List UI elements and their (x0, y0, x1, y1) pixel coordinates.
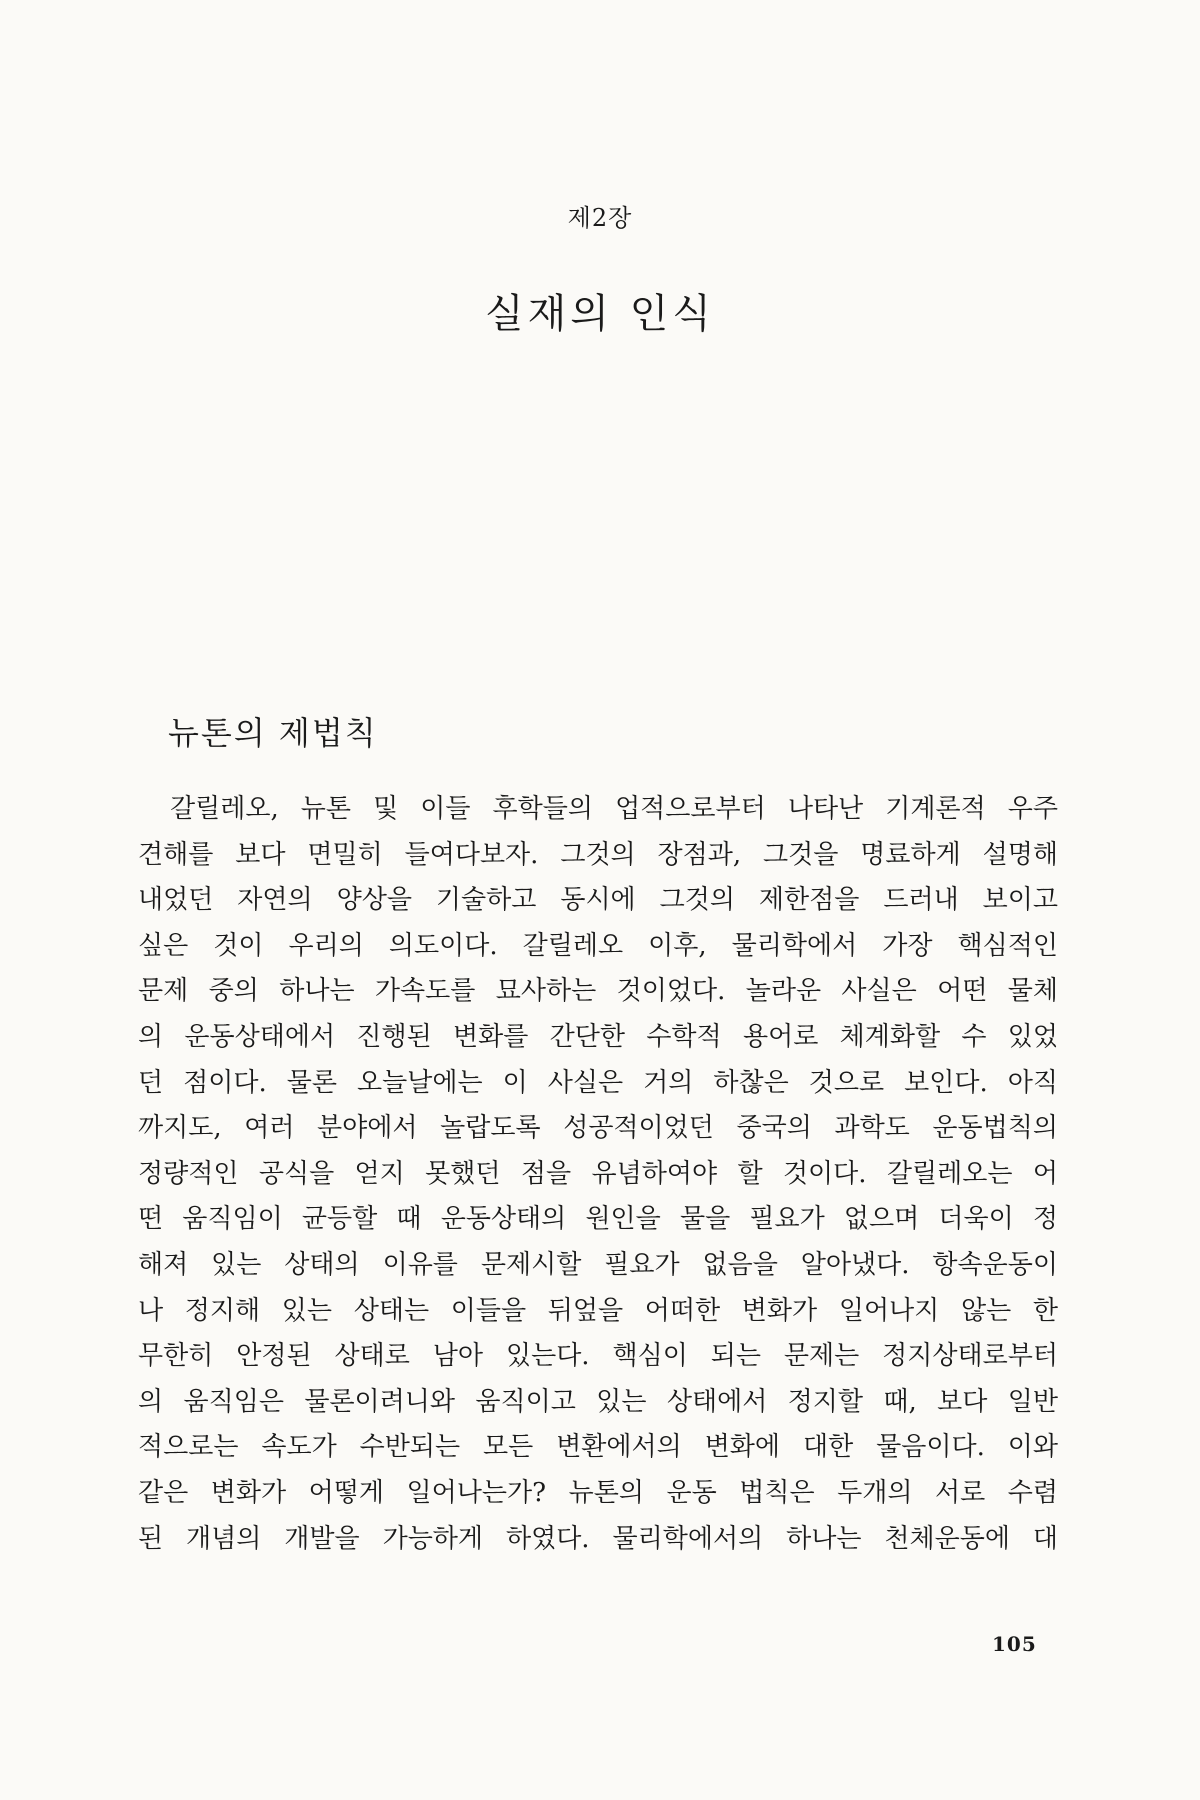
text-line: 된 개념의 개발을 가능하게 하였다. 물리학에서의 하나는 천체운동에 대 (138, 1523, 1058, 1554)
chapter-title: 실재의 인식 (485, 291, 715, 337)
text-line: 무한히 안정된 상태로 남아 있는다. 핵심이 되는 문제는 정지상태로부터 (138, 1341, 1058, 1372)
text-line: 싶은 것이 우리의 의도이다. 갈릴레오 이후, 물리학에서 가장 핵심적인 (138, 930, 1058, 961)
text-line: 내었던 자연의 양상을 기술하고 동시에 그것의 제한점을 드러내 보이고 (138, 885, 1058, 916)
page-number: 105 (992, 1632, 1037, 1656)
text-line: 문제 중의 하나는 가속도를 묘사하는 것이었다. 놀라운 사실은 어떤 물체 (138, 976, 1058, 1007)
text-line: 까지도, 여러 분야에서 놀랍도록 성공적이었던 중국의 과학도 운동법칙의 (138, 1113, 1058, 1144)
text-line: 적으로는 속도가 수반되는 모든 변환에서의 변화에 대한 물음이다. 이와 (138, 1432, 1058, 1463)
text-line: 견해를 보다 면밀히 들여다보자. 그것의 장점과, 그것을 명료하게 설명해 (138, 839, 1058, 870)
text-line: 같은 변화가 어떻게 일어나는가? 뉴톤의 운동 법칙은 두개의 서로 수렴 (138, 1477, 1058, 1508)
chapter-label: 제2장 (567, 204, 633, 232)
text-line: 나 정지해 있는 상태는 이들을 뒤엎을 어떠한 변화가 일어나지 않는 한 (138, 1295, 1058, 1326)
section-heading: 뉴톤의 제법칙 (168, 714, 378, 752)
text-line: 의 움직임은 물론이려니와 움직이고 있는 상태에서 정지할 때, 보다 일반 (138, 1386, 1058, 1417)
text-line: 떤 움직임이 균등할 때 운동상태의 원인을 물을 필요가 없으며 더욱이 정 (138, 1204, 1058, 1235)
text-line: 해져 있는 상태의 이유를 문제시할 필요가 없음을 알아냈다. 항속운동이 (138, 1249, 1058, 1280)
text-line: 정량적인 공식을 얻지 못했던 점을 유념하여야 할 것이다. 갈릴레오는 어 (138, 1158, 1058, 1189)
body-paragraph (138, 787, 1058, 1562)
text-line: 의 운동상태에서 진행된 변화를 간단한 수학적 용어로 체계화할 수 있었 (138, 1021, 1058, 1052)
text-line: 던 점이다. 물론 오늘날에는 이 사실은 거의 하찮은 것으로 보인다. 아직 (138, 1067, 1058, 1098)
text-line: 갈릴레오, 뉴톤 및 이들 후학들의 업적으로부터 나타난 기계론적 우주 (170, 794, 1058, 824)
